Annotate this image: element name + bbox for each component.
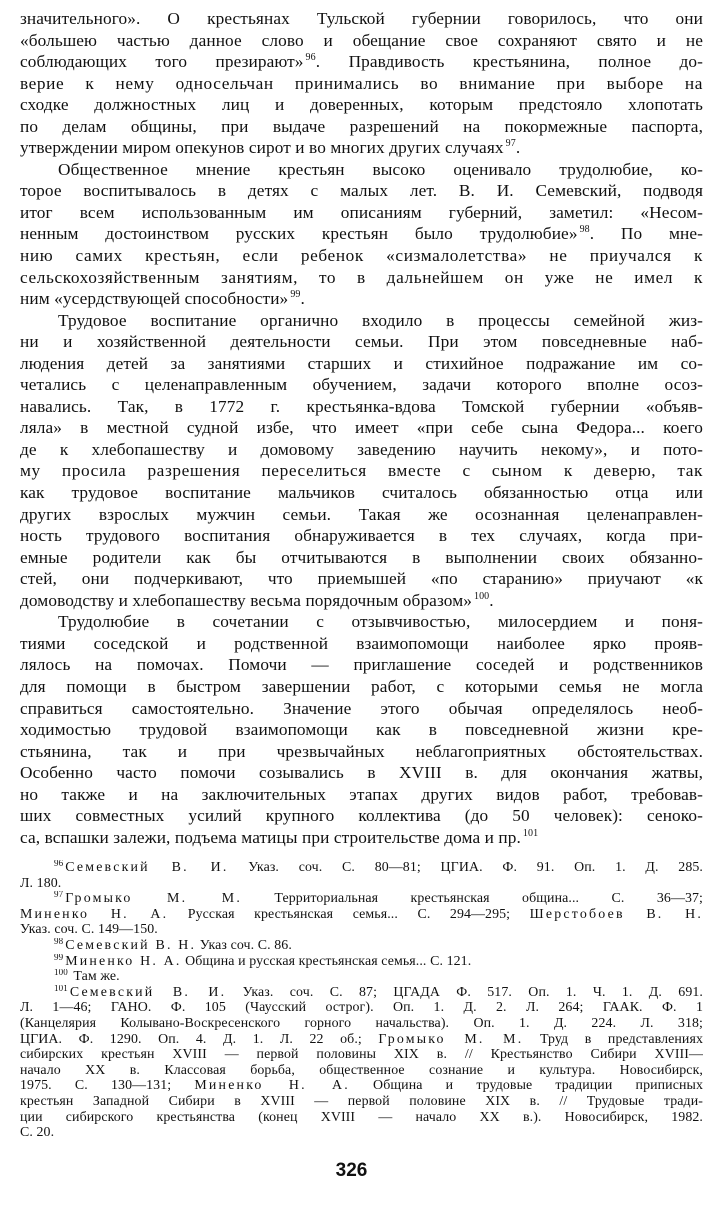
body-line <box>20 137 703 159</box>
body-line <box>20 51 703 73</box>
body-line <box>20 267 703 289</box>
body-line <box>20 741 703 763</box>
text-run: ним «усердствующей способности» <box>20 289 289 309</box>
text-run: Трудолюбие в сочетании с отзывчивостью, милосердием и поня- <box>58 612 703 632</box>
text-run: торое воспитывалось в детях с малых лет. В. И. Семевский, подводя <box>20 181 703 201</box>
footnote-ref: 101 <box>522 827 539 839</box>
text-run: начало XX в. Классовая борьба, общественное сознание и культура. Новосибирск, <box>20 1062 703 1078</box>
footnote-ref: 96 <box>54 860 64 868</box>
body-line <box>20 353 703 375</box>
text-run: стей, они подчеркивают, что приемышей «по старанию» приучают «к <box>20 569 703 589</box>
text-run: ших совместных усилий крупного коллектива (до 50 человек): сеноко- <box>20 806 703 826</box>
text-run: навались. Так, в 1772 г. крестьянка-вдова Томской губернии «объяв- <box>20 396 703 416</box>
body-line <box>20 805 703 827</box>
text-run: де к хлебопашеству и домовому заведению научить некому», и пото- <box>20 439 703 459</box>
footnote-ref: 98 <box>54 937 64 946</box>
body-line <box>20 310 703 332</box>
body-line <box>20 784 703 806</box>
text-run: ненным достоинством русских крестьян было трудолюбие» <box>20 224 578 244</box>
body-line <box>20 374 703 396</box>
text-run: емные родители как бы отчитываются в выполнении своих обязанно- <box>20 547 703 567</box>
body-line <box>20 525 703 547</box>
author-name: Семевский В. Н. <box>65 937 197 953</box>
body-line <box>20 698 703 720</box>
text-run: «большею частью данное слово и обещание свое сохраняют свято и не <box>20 30 703 50</box>
text-run: как трудовое воспитание мальчиков считалось обязанностью отца или <box>20 483 703 503</box>
text-run: 1975. С. 130—131; <box>20 1078 195 1094</box>
text-run: ность трудового воспитания обнаруживается в тех случаях, когда при- <box>20 526 703 546</box>
text-run: ни и хозяйственной деятельности семьи. При этом повседневные наб- <box>20 332 703 352</box>
text-run: . <box>300 289 305 309</box>
text-run: нию самих крестьян, если ребенок «сизмалолетства» не приучался к <box>20 246 703 266</box>
text-run: Л. 180. <box>20 875 62 891</box>
text-run: Указ. соч. С. 149—150. <box>20 922 158 938</box>
text-run: соблюдающих того презирают» <box>20 52 304 72</box>
text-run: сходке должностных лиц и доверенных, которым предстояло хлопотать <box>20 95 703 115</box>
note-line <box>20 1078 703 1094</box>
body-line <box>20 719 703 741</box>
note-line <box>20 1000 703 1016</box>
note-line <box>20 907 703 923</box>
text-run: значительного». О крестьянах Тульской губернии говорилось, что они <box>20 9 703 28</box>
body-line <box>20 331 703 353</box>
note-line <box>20 1110 703 1126</box>
body-line <box>20 482 703 504</box>
text-run: других взрослых мужчин семьи. Такая же осознанная целенаправлен- <box>20 504 703 524</box>
body-line <box>20 460 703 482</box>
body-line <box>20 288 703 310</box>
text-run: Трудовое воспитание органично входило в процессы семейной жиз- <box>58 310 703 330</box>
text-run: . Правдивость крестьянина, полное до- <box>315 52 703 72</box>
text-run: сибирских крестьян XVIII — первой половины XIX в. // Крестьянство Сибири XVIII— <box>20 1047 703 1063</box>
note-line <box>20 876 703 892</box>
footnote-ref: 97 <box>54 891 64 900</box>
text-run: . <box>515 138 521 158</box>
text-run: Территориальная крестьянская община... С. 36—37; <box>242 891 703 907</box>
body-line <box>20 547 703 569</box>
note-line <box>20 985 703 1001</box>
author-name: Громыко М. М. <box>65 891 242 907</box>
note-line <box>20 1094 703 1110</box>
text-run: Община и трудовые традиции приписных <box>349 1078 703 1094</box>
text-run: утверждении миром опекунов сирот и во многих других случаях <box>20 138 504 158</box>
footnote-ref: 98 <box>579 224 590 236</box>
note-line <box>20 1063 703 1079</box>
page-number: 326 <box>335 1160 368 1181</box>
text-run: но также и на заключительных этапах других видов работ, требовав- <box>20 784 703 804</box>
text-run: справиться самостоятельно. Значение этого обычая определялось необ- <box>20 698 703 718</box>
author-name: Семевский В. И. <box>69 984 227 1000</box>
text-run: Указ соч. С. 86. <box>196 937 292 953</box>
author-name: Миненко Н. А. <box>20 906 169 922</box>
note-line <box>20 1032 703 1048</box>
text-run: четались с целенаправленным обучением, задачи которого вполне осоз- <box>20 375 703 395</box>
note-line <box>20 969 703 985</box>
text-run: му просила разрешения переселиться вместе с сыном к деверю, так <box>20 461 703 481</box>
footnote-ref: 100 <box>473 590 490 602</box>
text-run: Указ. соч. С. 87; ЦГАДА Ф. 517. Оп. 1. Ч. 1. Д. 691. <box>226 984 703 1000</box>
text-run: Там же. <box>69 969 120 985</box>
body-line <box>20 94 703 116</box>
body-line <box>20 568 703 590</box>
text-run: Особенно часто помочи созывались в XVIII в. для окончания жатвы, <box>20 763 703 783</box>
body-line <box>20 633 703 655</box>
text-run: домоводству и хлебопашеству весьма порядочным образом» <box>20 590 472 610</box>
text-run: тиями соседской и родственной взаимопомощи наиболее ярко прояв- <box>20 633 703 653</box>
author-name: Шерстобоев В. Н. <box>529 906 703 922</box>
body-line <box>20 159 703 181</box>
body-line <box>20 202 703 224</box>
author-name: Семевский В. И. <box>65 860 229 875</box>
body-line <box>20 611 703 633</box>
note-line <box>20 954 703 970</box>
text-run: ции сибирского крестьянства (конец XVIII — начало XX в.). Новосибирск, 1982. <box>20 1109 703 1125</box>
body-line <box>20 8 703 30</box>
note-line <box>20 860 703 876</box>
text-run: крестьян Западной Сибири в XVIII — первой половине XIX в. // Трудовые тради- <box>20 1093 703 1109</box>
body-line <box>20 439 703 461</box>
text-run: для помощи в быстром завершении работ, с которыми семья не могла <box>20 676 703 696</box>
body-line <box>20 417 703 439</box>
text-run: ходимостью трудовой взаимопомощи как в повседневной жизни кре- <box>20 720 703 740</box>
text-run: са, вспашки залежи, подъема матицы при строительстве дома и пр. <box>20 827 521 847</box>
body-line <box>20 676 703 698</box>
author-name: Миненко Н. А. <box>194 1078 350 1094</box>
text-run: Л. 1—46; ГАНО. Ф. 105 (Чаусский острог). Оп. 1. Д. 2. Л. 264; ГААК. Ф. 1 <box>20 1000 703 1016</box>
body-line <box>20 396 703 418</box>
author-name: Миненко Н. А. <box>65 953 182 969</box>
body-line <box>20 73 703 95</box>
body-line <box>20 30 703 52</box>
text-run: верие к нему односельчан принимались во внимание при выборе на <box>20 73 703 93</box>
note-line <box>20 922 703 938</box>
footnote-ref: 99 <box>290 289 301 301</box>
body-line <box>20 180 703 202</box>
text-run: людения детей за занятиями старших и стихийное подражание им со- <box>20 353 703 373</box>
text-run: . <box>489 590 494 610</box>
footnote-ref: 100 <box>54 969 68 978</box>
note-line <box>20 1016 703 1032</box>
footnote-ref: 101 <box>54 984 68 993</box>
footnote-ref: 99 <box>54 953 64 962</box>
text-run: ляла» в местной судной избе, что имеет «при себе сына Федора... коего <box>20 418 703 438</box>
body-line <box>20 504 703 526</box>
note-line <box>20 1047 703 1063</box>
text-run: стьянина, так и при чрезвычайных неблагоприятных обстоятельствах. <box>20 741 703 761</box>
text-run: сельскохозяйственным занятиям, то в дальнейшем он уже не имел к <box>20 267 703 287</box>
text-run: Община и русская крестьянская семья... С. 121. <box>181 953 472 969</box>
main-text <box>20 8 703 848</box>
body-line <box>20 654 703 676</box>
text-run: лялось на помочах. Помочи — приглашение соседей и родственников <box>20 655 703 675</box>
body-line <box>20 245 703 267</box>
note-line <box>20 1125 703 1141</box>
note-line <box>20 938 703 954</box>
text-run: итог всем использованным им описаниям губерний, заметил: «Несом- <box>20 202 703 222</box>
body-line <box>20 590 703 612</box>
text-run: Русская крестьянская семья... С. 294—295; <box>168 906 530 922</box>
note-line <box>20 891 703 907</box>
text-run: по делам общины, при выдаче разрешений на покормежные паспорта, <box>20 116 703 136</box>
text-run: Указ. соч. С. 80—81; ЦГИА. Ф. 91. Оп. 1. Д. 285. <box>228 860 703 875</box>
author-name: Громыко М. М. <box>378 1031 524 1047</box>
text-run: Труд в представлениях <box>523 1031 703 1047</box>
body-line <box>20 762 703 784</box>
body-line <box>20 827 703 849</box>
text-run: (Канцелярия Колывано-Воскресенского горного начальства). Оп. 1. Д. 224. Л. 318; <box>20 1015 703 1031</box>
text-run: Общественное мнение крестьян высоко оценивало трудолюбие, ко- <box>58 159 703 179</box>
text-run: С. 20. <box>20 1125 55 1141</box>
footnotes <box>20 860 703 1141</box>
body-line <box>20 223 703 245</box>
text-run: . По мне- <box>589 224 703 244</box>
text-run: ЦГИА. Ф. 1290. Оп. 4. Д. 1. Л. 22 об.; <box>20 1031 379 1047</box>
footnote-ref: 96 <box>305 52 316 64</box>
footnote-ref: 97 <box>505 138 516 150</box>
body-line <box>20 116 703 138</box>
